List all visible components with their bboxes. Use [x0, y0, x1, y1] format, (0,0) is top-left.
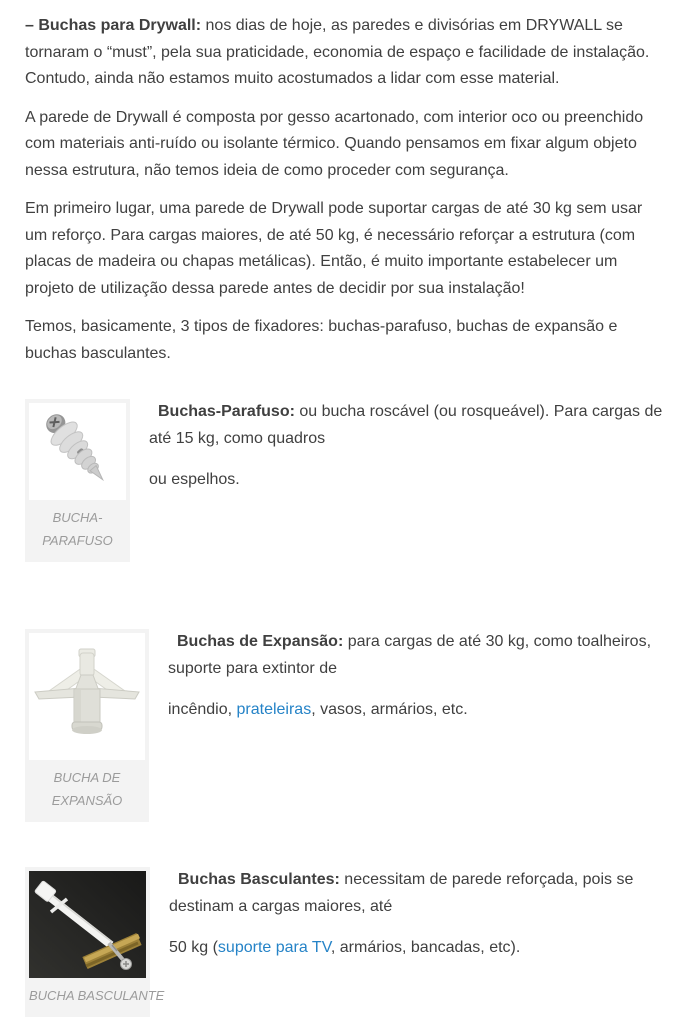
section-paragraph-2: ou espelhos. [149, 471, 240, 488]
section-bucha-de-expansao [25, 629, 665, 822]
figure-caption [29, 978, 165, 1017]
intro-paragraph-1-text: nos dias de hoje, as paredes e divisórias em DRYWALL se tornaram o “must”, pela sua praticidade, economia de espaço e facilidade de instalação. Contudo, ainda não estamos muito acostumados a lidar com esse material. [25, 17, 650, 87]
caption-line: BUCHA DE [53, 770, 121, 785]
bucha-basculante-image [29, 871, 146, 978]
section-heading: Buchas Basculantes: [178, 871, 340, 888]
caption-line: BUCHA BASCULANTE [29, 988, 165, 1003]
bucha-expansao-image [29, 633, 145, 760]
caption-line: PARAFUSO [42, 533, 113, 548]
section-heading: Buchas de Expansão: [177, 633, 344, 650]
intro-lead-bold: – Buchas para Drywall: [25, 17, 202, 34]
suporte-para-tv-link[interactable]: suporte para TV [217, 939, 331, 956]
caption-line: BUCHA- [52, 510, 103, 525]
figure-caption [29, 500, 126, 562]
bucha-parafuso-figure [25, 399, 130, 562]
intro-paragraph-4: Temos, basicamente, 3 tipos de fixadores: buchas-parafuso, buchas de expansão e buchas basculantes. [25, 318, 618, 362]
section-text: para cargas de até 30 kg, como toalheiros, suporte para extintor de [168, 633, 652, 677]
figure-caption [29, 760, 145, 822]
bucha-basculante-figure [25, 867, 165, 1017]
intro-paragraph-1 [25, 13, 665, 93]
section-bucha-parafuso [25, 399, 665, 562]
section-heading: Buchas-Parafuso: [158, 403, 295, 420]
section-text: ou bucha roscável (ou rosqueável). Para cargas de até 15 kg, como quadros [149, 403, 663, 447]
bucha-parafuso-image [29, 403, 126, 500]
caption-line: EXPANSÃO [51, 793, 123, 808]
intro-paragraph-2: A parede de Drywall é composta por gesso acartonado, com interior oco ou preenchido com materiais anti-ruído ou isolante térmico. Quando pensamos em fixar algum objeto nessa estrutura, não temos ideia de como proceder com segurança. [25, 108, 644, 179]
section-paragraph-2: 50 kg (suporte para TV, armários, bancadas, etc). [169, 939, 521, 956]
section-paragraph-2: incêndio, prateleiras, vasos, armários, etc. [168, 701, 468, 718]
intro-paragraph-3: Em primeiro lugar, uma parede de Drywall pode suportar cargas de até 30 kg sem usar um reforço. Para cargas maiores, de até 50 kg, é necessário reforçar a estrutura (com placas de madeira ou chapas metálicas). Então, é muito importante estabelecer um projeto de utilização dessa parede antes de decidir por sua instalação! [25, 200, 643, 297]
section-bucha-basculante [25, 867, 665, 1017]
prateleiras-link[interactable]: prateleiras [236, 701, 312, 718]
bucha-expansao-figure [25, 629, 149, 822]
section-text: necessitam de parede reforçada, pois se destinam a cargas maiores, até [169, 871, 634, 915]
